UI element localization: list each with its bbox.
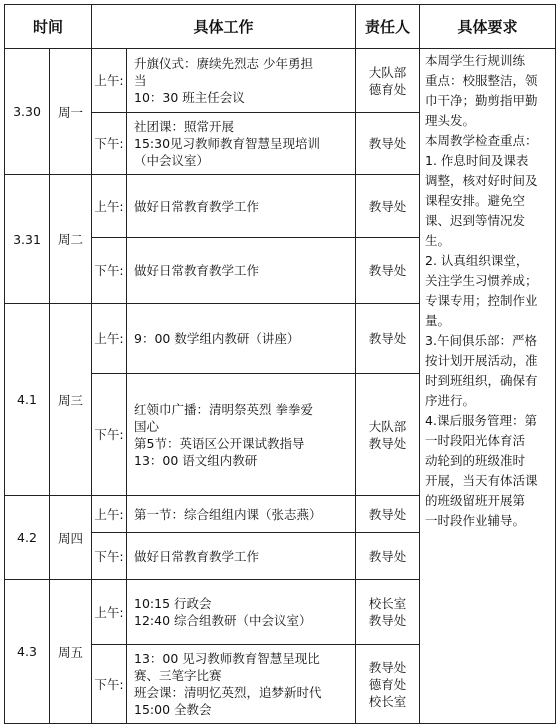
- work-cell: [127, 496, 356, 533]
- afternoon-label: [92, 533, 127, 580]
- schedule-body: [5, 49, 556, 724]
- date-cell: 4.1: [5, 304, 50, 496]
- requirement-line: 课、迟到等情况发: [425, 213, 526, 228]
- responsible-cell: [356, 49, 420, 113]
- weekday-cell: 周二: [50, 175, 92, 304]
- work-cell: [127, 645, 356, 724]
- date-cell: 3.31: [5, 175, 50, 304]
- work-item-line: 13：00 语文组内教研: [134, 452, 258, 468]
- requirement-line: 动轮到的班级准时: [425, 453, 526, 468]
- afternoon-label: [92, 113, 127, 175]
- afternoon-label: [92, 645, 127, 724]
- work-item-line: 做好日常教育教学工作: [134, 263, 260, 278]
- work-item-line: 15:00 全教会: [134, 702, 212, 717]
- half-day-label-line: 下: [94, 427, 107, 442]
- work-item-line: 10：30 班主任会议: [134, 90, 245, 105]
- responsible-dept: 大队部: [368, 418, 407, 434]
- responsible-dept: 教导处: [368, 548, 407, 564]
- header-row: [5, 5, 556, 49]
- half-day-label-line: 上: [94, 198, 107, 214]
- half-day-label-line: 午:: [106, 604, 124, 620]
- half-day-label-line: 午:: [106, 427, 124, 442]
- weekday-cell: 周三: [50, 304, 92, 496]
- work-item-line: 当: [134, 73, 147, 88]
- work-item-line: 赛、三笔字比赛: [134, 668, 222, 683]
- responsible-dept: 校长室: [368, 596, 407, 611]
- header-responsible: 责任人: [356, 5, 420, 49]
- half-day-label-line: 上: [94, 331, 107, 346]
- work-cell: [127, 533, 356, 580]
- half-day-label-line: 上: [94, 73, 107, 88]
- morning-label: [92, 304, 127, 374]
- requirement-line: 本周教学检查重点：: [425, 133, 538, 148]
- requirement-line: 课程安排。避免空: [425, 193, 526, 208]
- requirement-line: 调整，核对好时间及: [425, 173, 538, 188]
- responsible-dept: 德育处: [368, 676, 407, 692]
- responsible-cell: [356, 496, 420, 533]
- work-item-line: 做好日常教育教学工作: [134, 548, 260, 564]
- responsible-dept: 教导处: [368, 659, 407, 675]
- work-cell: [127, 374, 356, 496]
- afternoon-label: [92, 374, 127, 496]
- work-item-line: 15:30见习教师教育智慧呈现培训: [134, 136, 321, 151]
- work-item-line: 12:40 综合组教研（中会议室）: [134, 613, 312, 628]
- work-item-line: 升旗仪式：赓续先烈志 少年勇担: [134, 56, 313, 71]
- requirement-line: 的班级留班开展第: [425, 493, 526, 508]
- date-cell: 4.2: [5, 496, 50, 580]
- half-day-label-line: 下: [94, 136, 107, 151]
- responsible-dept: 教导处: [368, 136, 407, 151]
- responsible-dept: 教导处: [368, 331, 407, 346]
- half-day-label-line: 午:: [106, 136, 124, 151]
- requirement-line: 重点：校服整洁，领: [425, 73, 538, 88]
- requirements-cell: [420, 49, 556, 724]
- work-item-line: 第一节：综合组组内课（张志燕）: [134, 506, 322, 522]
- half-day-label-line: 午:: [106, 676, 124, 692]
- schedule-row: [5, 49, 556, 113]
- requirement-line: 开展，当天有体活课: [425, 473, 538, 488]
- requirement-line: 本周学生行规训练: [425, 53, 526, 68]
- work-item-line: 红领巾广播：清明祭英烈 拳拳爱: [134, 401, 313, 417]
- responsible-dept: 教导处: [368, 435, 407, 451]
- work-item-line: 10:15 行政会: [134, 596, 212, 611]
- work-item-line: 国心: [134, 418, 160, 434]
- responsible-dept: 教导处: [368, 613, 407, 628]
- work-item-line: 做好日常教育教学工作: [134, 198, 260, 214]
- work-item-line: 社团课：照常开展: [134, 119, 235, 134]
- half-day-label-line: 午:: [106, 198, 124, 214]
- requirement-line: 关注学生习惯养成；: [425, 273, 538, 288]
- date-cell: 4.3: [5, 580, 50, 724]
- requirement-line: 理头发。: [425, 113, 476, 128]
- work-cell: [127, 238, 356, 304]
- weekday-cell: 周五: [50, 580, 92, 724]
- header-requirements: 具体要求: [420, 5, 556, 49]
- responsible-cell: [356, 175, 420, 238]
- responsible-dept: 教导处: [368, 198, 407, 214]
- half-day-label-line: 午:: [106, 331, 124, 346]
- work-item-line: （中会议室）: [134, 153, 210, 168]
- requirement-line: 序进行。: [425, 393, 476, 408]
- requirement-line: 4.课后服务管理：第: [425, 413, 537, 428]
- requirement-line: 2. 认真组织课堂，: [425, 253, 529, 268]
- responsible-dept: 校长室: [368, 693, 407, 709]
- requirement-line: 生。: [425, 233, 451, 248]
- half-day-label-line: 下: [94, 548, 107, 564]
- responsible-dept: 教导处: [368, 263, 407, 278]
- weekday-cell: 周一: [50, 49, 92, 175]
- requirement-line: 1. 作息时间及课表: [425, 153, 529, 168]
- responsible-dept: 教导处: [368, 506, 407, 522]
- responsible-cell: [356, 304, 420, 374]
- weekly-schedule-table: [4, 4, 556, 724]
- work-item-line: 班会课：清明忆英烈，追梦新时代: [134, 685, 322, 700]
- half-day-label-line: 午:: [106, 73, 124, 88]
- responsible-cell: [356, 533, 420, 580]
- half-day-label-line: 下: [94, 263, 107, 278]
- requirement-line: 专课专用；控制作业: [425, 293, 538, 308]
- responsible-dept: 德育处: [368, 81, 407, 97]
- work-cell: [127, 113, 356, 175]
- responsible-cell: [356, 113, 420, 175]
- responsible-cell: [356, 238, 420, 304]
- morning-label: [92, 49, 127, 113]
- half-day-label-line: 午:: [106, 263, 124, 278]
- half-day-label-line: 午:: [106, 506, 124, 522]
- date-cell: 3.30: [5, 49, 50, 175]
- work-cell: [127, 175, 356, 238]
- half-day-label-line: 下: [94, 676, 107, 692]
- responsible-cell: [356, 374, 420, 496]
- half-day-label-line: 上: [94, 506, 107, 522]
- morning-label: [92, 580, 127, 645]
- work-item-line: 第5节：英语区公开课试教指导: [134, 435, 305, 451]
- morning-label: [92, 496, 127, 533]
- requirement-line: 巾干净；勤剪指甲勤: [425, 93, 538, 108]
- requirement-line: 3.午间俱乐部：严格: [425, 333, 537, 348]
- requirement-line: 一时段作业辅导。: [425, 513, 526, 528]
- weekday-cell: 周四: [50, 496, 92, 580]
- requirement-line: 一时段阳光体育活: [425, 433, 526, 448]
- half-day-label-line: 午:: [106, 548, 124, 564]
- work-item-line: 13：00 见习教师教育智慧呈现比: [134, 651, 320, 666]
- requirement-line: 量。: [425, 313, 451, 328]
- responsible-cell: [356, 645, 420, 724]
- header-time: 时间: [5, 5, 92, 49]
- requirement-line: 时到班组织，确保有: [425, 373, 538, 388]
- half-day-label-line: 上: [94, 604, 107, 620]
- afternoon-label: [92, 238, 127, 304]
- work-cell: [127, 580, 356, 645]
- requirement-line: 按计划开展活动，准: [425, 353, 538, 368]
- work-cell: [127, 49, 356, 113]
- work-cell: [127, 304, 356, 374]
- work-item-line: 9：00 数学组内教研（讲座）: [134, 331, 300, 346]
- morning-label: [92, 175, 127, 238]
- responsible-dept: 大队部: [368, 64, 407, 80]
- responsible-cell: [356, 580, 420, 645]
- header-work: 具体工作: [92, 5, 356, 49]
